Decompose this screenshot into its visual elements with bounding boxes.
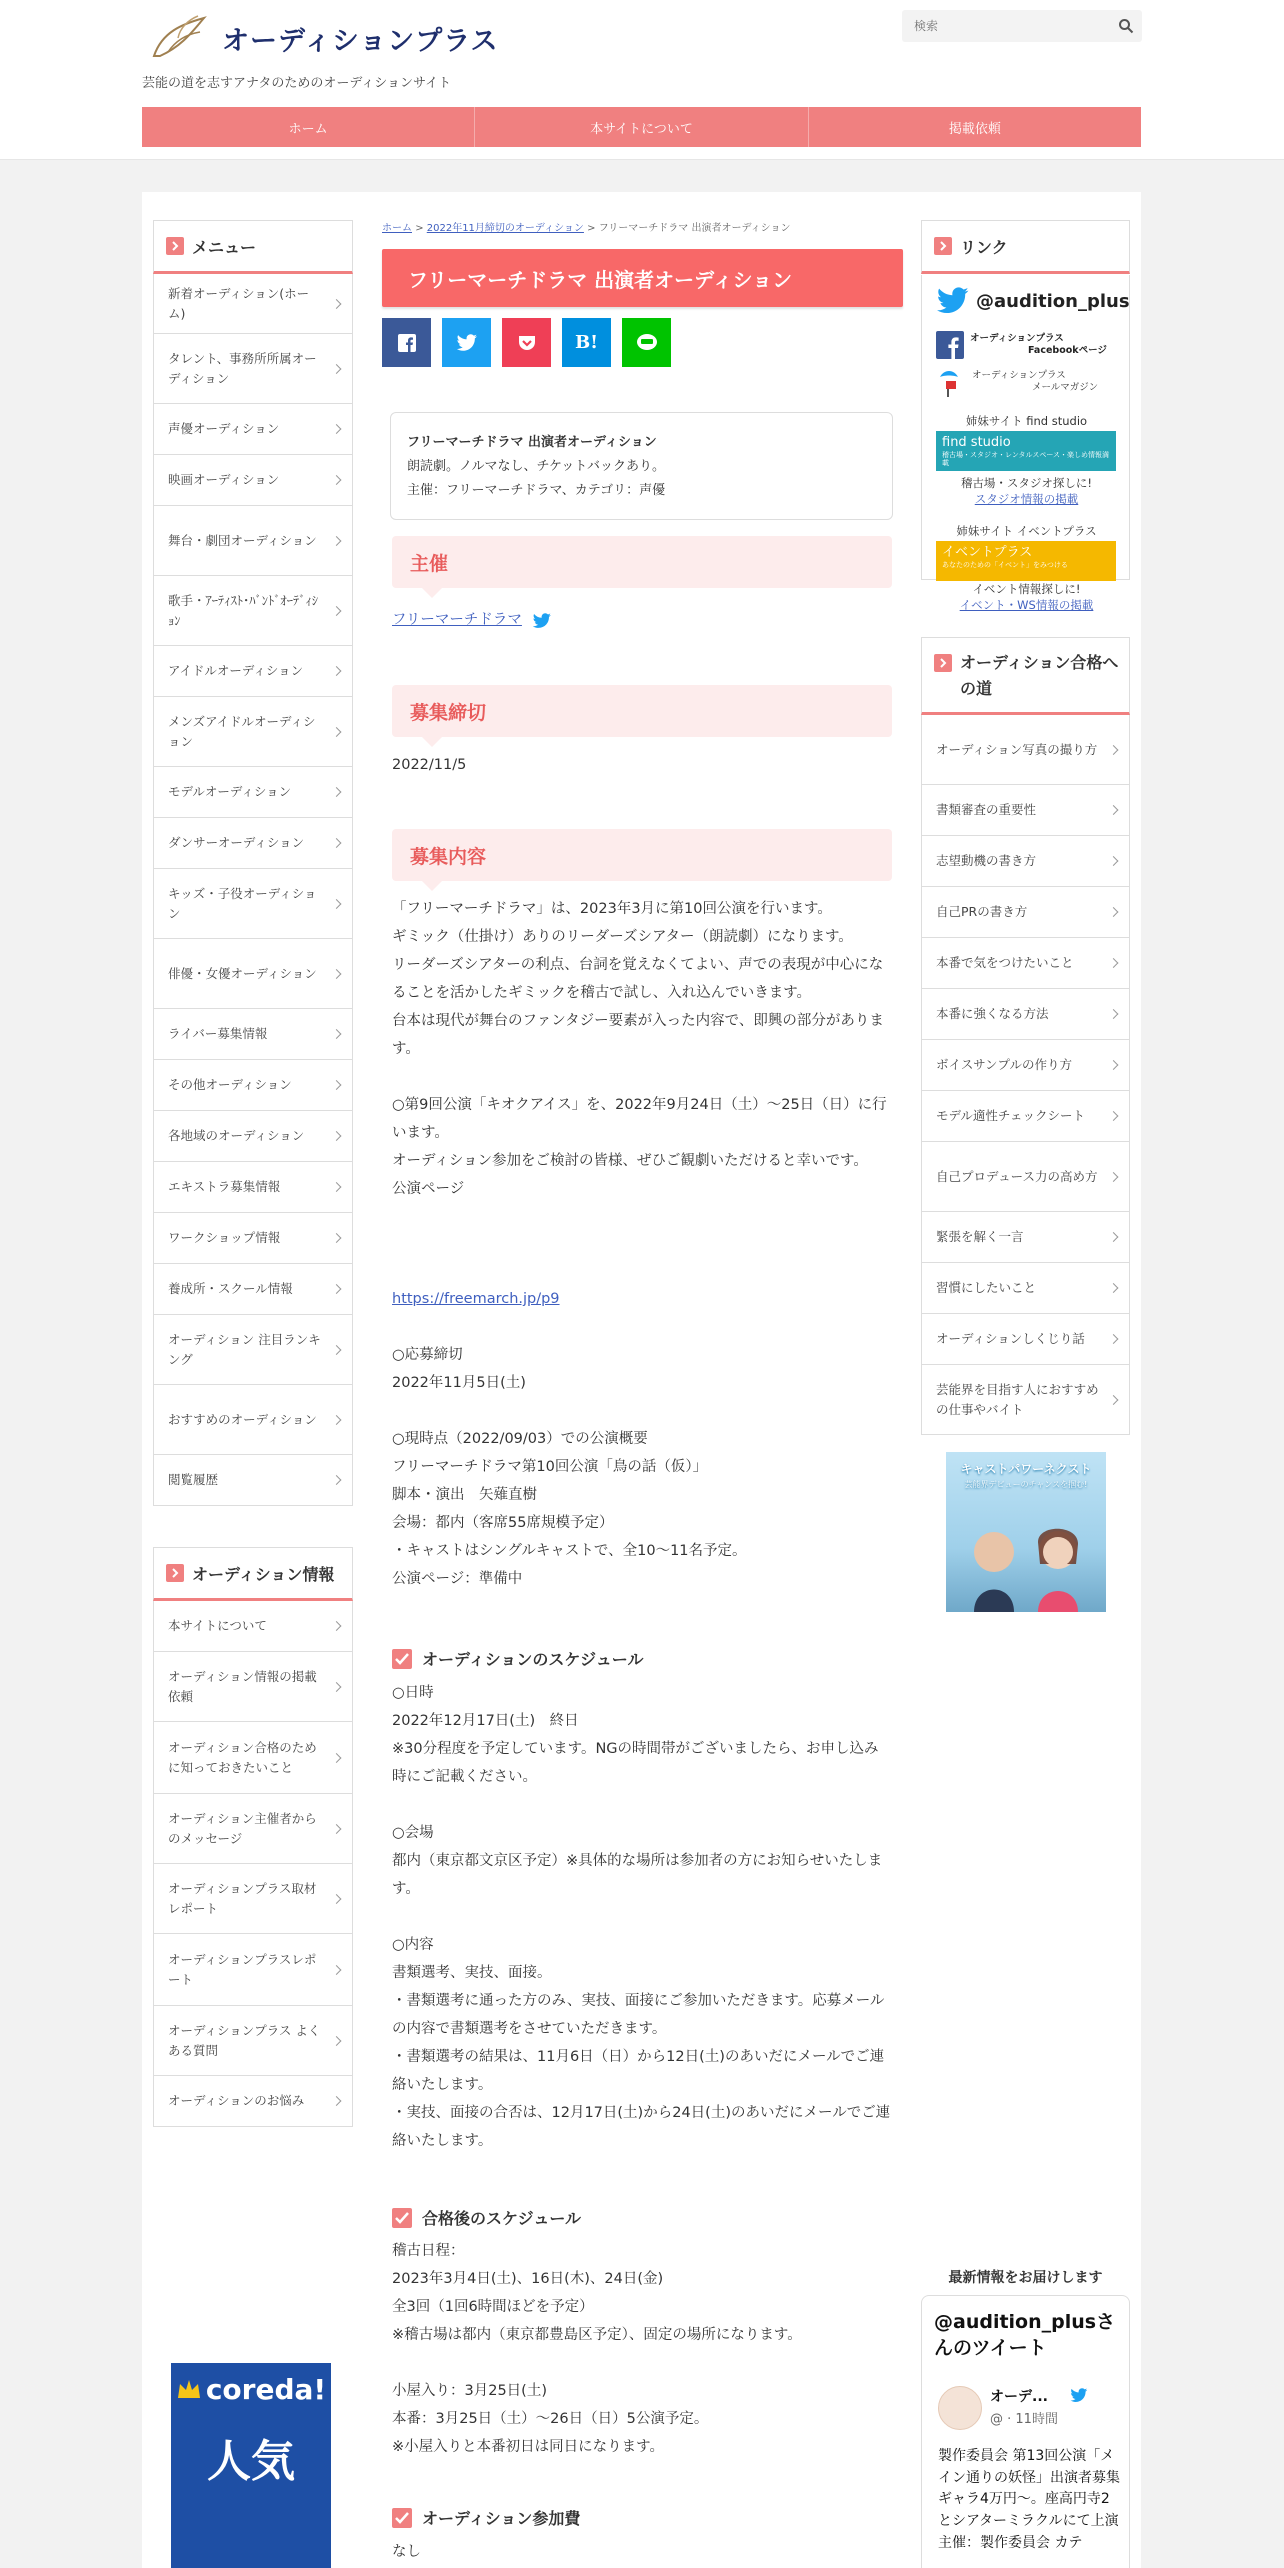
site-logo[interactable] (148, 8, 499, 68)
twitter-icon (1070, 2388, 1088, 2403)
crown-icon (176, 2378, 202, 2400)
menu-item[interactable] (154, 1060, 352, 1111)
tweet-user[interactable] (938, 2386, 1088, 2430)
menu-item[interactable] (154, 646, 352, 697)
chevron-right-icon (332, 787, 342, 797)
section-heading-organizer: 主催 (392, 536, 892, 588)
twitter-handle: @audition_plus (976, 290, 1130, 312)
chevron-right-icon (332, 727, 342, 737)
twitter-icon[interactable] (532, 613, 552, 629)
menu-list (153, 274, 353, 1506)
twitter-profile-link[interactable] (936, 287, 1130, 315)
chevron-right-icon (1109, 1283, 1119, 1293)
pass-guide-label: ボイスサンプルの作り方 (936, 1057, 1073, 1072)
breadcrumb-home[interactable]: ホーム (382, 223, 412, 234)
twitter-icon (456, 334, 478, 352)
pass-guide-item[interactable] (922, 1142, 1129, 1212)
chevron-right-icon (1109, 1009, 1119, 1019)
schedule-heading-text: オーディションのスケジュール (422, 1650, 644, 1669)
info-item[interactable] (154, 1794, 352, 1864)
widget-title (153, 1547, 353, 1601)
menu-item-label: 新着オーディション(ホーム) (168, 285, 310, 321)
nav-about[interactable]: 本サイトについて (475, 107, 808, 147)
nav-home[interactable]: ホーム (142, 107, 475, 147)
menu-item-label: ワークショップ情報 (168, 1230, 281, 1245)
menu-item[interactable] (154, 697, 352, 767)
facebook-share-button[interactable] (382, 318, 431, 367)
pass-guide-item[interactable] (922, 1040, 1129, 1091)
chevron-right-icon (1109, 907, 1119, 917)
menu-item-label: エキストラ募集情報 (168, 1179, 281, 1194)
castpower-ad-banner[interactable] (946, 1452, 1106, 1612)
pass-guide-label: 自己PRの書き方 (936, 904, 1028, 919)
pass-guide-label: 書類審査の重要性 (936, 802, 1037, 817)
studio-listing-link[interactable]: スタジオ情報の掲載 (974, 492, 1079, 506)
chevron-right-icon (1109, 1172, 1119, 1182)
page-title: フリーマーチドラマ 出演者オーディション (382, 249, 903, 307)
nav-listing-request[interactable]: 掲載依頼 (948, 121, 1001, 137)
eventplus-banner[interactable] (936, 541, 1116, 581)
chevron-right-icon (166, 237, 184, 255)
chevron-right-icon (332, 364, 342, 374)
menu-item-label: 養成所・スクール情報 (168, 1281, 293, 1296)
mail-magazine-link[interactable] (936, 367, 1098, 397)
ad-portrait-image (946, 1502, 1106, 1612)
menu-item-label: タレント、事務所所属オーディション (168, 350, 317, 386)
breadcrumb (382, 219, 790, 234)
chevron-right-icon (166, 1564, 184, 1582)
site-header (0, 0, 1284, 160)
sister-site-desc-1: 稽古場・スタジオ探しに! (960, 476, 1093, 490)
menu-item-label: モデルオーディション (168, 784, 292, 799)
info-item[interactable] (154, 1934, 352, 2006)
after-pass-heading (392, 2206, 581, 2229)
menu-widget (153, 220, 353, 1506)
chevron-right-icon (332, 475, 342, 485)
chevron-right-icon (332, 299, 342, 309)
coreda-headline: 人気 (207, 2436, 295, 2487)
search-box (902, 10, 1142, 42)
menu-item-label: ダンサーオーディション (168, 835, 305, 850)
after-pass-heading-text: 合格後のスケジュール (422, 2209, 582, 2228)
chevron-right-icon (1109, 805, 1119, 815)
menu-title: メニュー (192, 237, 257, 257)
chevron-right-icon (332, 1284, 342, 1294)
pass-guide-label: 自己プロデュース力の高め方 (936, 1168, 1098, 1184)
menu-item[interactable] (154, 1162, 352, 1213)
pass-guide-item[interactable] (922, 1263, 1129, 1314)
search-icon[interactable] (1118, 18, 1134, 34)
menu-item[interactable] (154, 576, 352, 646)
chevron-right-icon (332, 1621, 342, 1631)
pass-guide-item[interactable] (922, 785, 1129, 836)
search-input[interactable] (902, 10, 1102, 42)
menu-item-label: 俳優・女優オーディション (168, 965, 317, 981)
widget-title (921, 637, 1130, 715)
chevron-right-icon (332, 536, 342, 546)
line-share-button[interactable] (622, 318, 671, 367)
fee-text: なし (392, 2544, 421, 2560)
pass-guide-title: オーディション合格への道 (960, 653, 1119, 698)
chevron-right-icon (332, 606, 342, 616)
widget-title (153, 220, 353, 274)
menu-item-label: 映画オーディション (168, 472, 280, 487)
menu-item[interactable] (154, 1385, 352, 1455)
pass-guide-list (921, 715, 1130, 1435)
fee-heading (392, 2506, 580, 2529)
fee-heading-text: オーディション参加費 (422, 2509, 581, 2528)
info-item-label: オーディション合格のために知っておきたいこと (168, 1739, 317, 1775)
content-container (142, 192, 1141, 2568)
pass-guide-label: 緊張を解く一言 (936, 1229, 1024, 1244)
info-item-label: オーディションプラスレポート (168, 1951, 317, 1987)
twitter-share-button[interactable] (442, 318, 491, 367)
mail-label: オーディションプラス (972, 369, 1066, 381)
studio-link-row (922, 491, 1131, 507)
pass-guide-label: オーディション写真の撮り方 (936, 741, 1098, 757)
pass-guide-item[interactable] (922, 1091, 1129, 1142)
tweet-author-name: オーデ... (990, 2389, 1048, 2405)
logo-text: オーディションプラス (222, 25, 499, 57)
tweet-handle: @ · 11時間 (990, 2412, 1058, 2427)
pass-guide-label: 本番で気をつけたいこと (936, 955, 1074, 970)
chevron-right-icon (332, 1182, 342, 1192)
chevron-right-icon (332, 1894, 342, 1904)
menu-item[interactable] (154, 1213, 352, 1264)
menu-item-label: ライバー募集情報 (168, 1026, 268, 1041)
menu-item[interactable] (154, 1315, 352, 1385)
menu-item-label: 閲覧履歴 (168, 1472, 219, 1487)
share-buttons (382, 318, 671, 367)
info-title: オーディション情報 (192, 1564, 335, 1584)
chevron-right-icon (332, 838, 342, 848)
chevron-right-icon (1109, 856, 1119, 866)
chevron-right-icon (332, 424, 342, 434)
info-item-label: オーディション情報の掲載依頼 (168, 1668, 317, 1704)
findstudio-banner-sub: 稽古場・スタジオ・レンタルスペース・楽しめ情報満載 (942, 450, 1109, 467)
pass-guide-item[interactable] (922, 836, 1129, 887)
breadcrumb-separator: > (587, 223, 599, 234)
sister-site-desc-2: イベント情報探しに! (972, 582, 1081, 596)
chevron-right-icon (934, 654, 952, 672)
coreda-brand-text: coreda! (205, 2372, 327, 2406)
info-item[interactable] (154, 2076, 352, 2127)
pass-guide-label: 習慣にしたいこと (936, 1280, 1037, 1295)
findstudio-banner-title: find studio (942, 435, 1011, 450)
content-text-2: ○応募締切 2022年11月5日(土) ○現時点（2022/09/03）での公演概要 フリーマーチドラマ第10回公演「鳥の話（仮）」 脚本・演出 矢薙直樹 会場：都内（客席55席規模予定） ・キャストはシングルキャストで、全10～11名予定。 公演ページ：準備中 (392, 1347, 747, 1587)
site-tagline: 芸能の道を志すアナタのためのオーディションサイト (142, 76, 452, 91)
menu-item-label: 声優オーディション (168, 421, 280, 436)
checkmark-icon (392, 2508, 412, 2528)
chevron-right-icon (1109, 1334, 1119, 1344)
facebook-icon (397, 333, 417, 353)
schedule-text: ○日時 2022年12月17日(土) 終日 ※30分程度を予定しています。NGの時間帯がございましたら、お申し込み時にご記載ください。 ○会場 都内（東京都文京区予定）※具体的な場所は参加者の方にお知らせいたします。 ○内容 書類選考、実技、面接。 ・書類選考に通った方のみ、実技、面接にご参加いただきます。応募メールの内容で書類選考をさせていただきます。 ・書類選考の結果は、11月6日（日）から12日(土)のあいだにメールでご連絡いたします。 ・実技、面接の合否は、12月17日(土)から24日(土)のあいだにメールでご連絡いたします。 (392, 1685, 891, 2149)
pocket-icon (517, 334, 537, 352)
content-text-1: 「フリーマーチドラマ」は、2023年3月に第10回公演を行います。 ギミック（仕掛け）ありのリーダーズシアター（朗読劇）になります。 リーダーズシアターの利点、台詞を覚えなくてよい、声での表現が中心になることを活かしたギミックを稽古で試し、入れ込んでいきます。 台本は現代が舞台のファンタジー要素が入った内容で、即興の部分があります。 ○第9回公演「キオクアイス」を、2022年9月24日（土）～25日（日）に行います。 オーディション参加をご検討の皆様、ぜひご観劇いただけると幸いです。 公演ページ (392, 901, 887, 1197)
menu-item[interactable] (154, 818, 352, 869)
info-item-label: 本サイトについて (168, 1618, 267, 1633)
info-item[interactable] (154, 1864, 352, 1934)
pass-guide-label: 芸能界を目指す人におすすめの仕事やバイト (936, 1381, 1099, 1417)
facebook-icon (936, 331, 964, 359)
tweet-body: 製作委員会 第13回公演「メイン通りの妖怪」出演者募集 ギャラ4万円〜。座高円寺2とシアターミラクルにて上演 主催：製作委員会 カテ (938, 2448, 1120, 2551)
chevron-right-icon (1109, 958, 1119, 968)
ad-subtitle: 芸能界デビューのチャンスを掴む! (964, 1480, 1088, 1489)
breadcrumb-separator: > (415, 223, 427, 234)
sister-site-label-1: 姉妹サイト find studio (965, 414, 1088, 428)
menu-item[interactable] (154, 506, 352, 576)
event-link-row (922, 597, 1131, 613)
section-heading-deadline: 募集締切 (392, 685, 892, 737)
event-listing-link[interactable]: イベント・WS情報の掲載 (959, 598, 1094, 612)
eventplus-banner-sub: あなたのための「イベント」をみつける (942, 560, 1068, 569)
menu-item-label: オーディション 注目ランキング (168, 1331, 321, 1367)
menu-item[interactable] (154, 1455, 352, 1506)
chevron-right-icon (332, 666, 342, 676)
info-item[interactable] (154, 2006, 352, 2076)
info-list (153, 1601, 353, 2127)
menu-item[interactable] (154, 767, 352, 818)
chevron-right-icon (332, 1131, 342, 1141)
timeline-title[interactable]: @audition_plusさんのツイート (934, 2311, 1116, 2359)
deadline-value: 2022/11/5 (392, 757, 467, 773)
chevron-right-icon (332, 969, 342, 979)
menu-item[interactable] (154, 1264, 352, 1315)
chevron-right-icon (332, 1415, 342, 1425)
chevron-right-icon (1109, 745, 1119, 755)
menu-item[interactable] (154, 455, 352, 506)
chevron-right-icon (1109, 1395, 1119, 1405)
eventplus-banner-title: イベントプラス (942, 545, 1033, 560)
menu-item-label: アイドルオーディション (168, 663, 304, 678)
chevron-right-icon (332, 1475, 342, 1485)
menu-item[interactable] (154, 1111, 352, 1162)
menu-item[interactable] (154, 274, 352, 334)
breadcrumb-current: フリーマーチドラマ 出演者オーディション (598, 223, 791, 234)
checkmark-icon (392, 2208, 412, 2228)
chevron-right-icon (1109, 1111, 1119, 1121)
chevron-right-icon (332, 1965, 342, 1975)
line-icon (636, 333, 658, 353)
info-item[interactable] (154, 1722, 352, 1794)
pass-guide-widget (921, 637, 1130, 1435)
pass-guide-label: オーディションしくじり話 (936, 1331, 1085, 1346)
widget-title (921, 220, 1130, 274)
chevron-right-icon (332, 1233, 342, 1243)
info-item[interactable] (154, 1652, 352, 1722)
pass-guide-item[interactable] (922, 1314, 1129, 1365)
mail-label-sub: メールマガジン (1032, 382, 1099, 393)
content-link[interactable]: https://freemarch.jp/p9 (392, 1291, 560, 1307)
organizer-row (392, 607, 892, 635)
content-link-row (392, 1286, 892, 1314)
menu-item[interactable] (154, 1009, 352, 1060)
info-item-label: オーディションのお悩み (168, 2093, 305, 2108)
facebook-page-link[interactable] (936, 331, 1107, 359)
chevron-right-icon (332, 1682, 342, 1692)
menu-item-label: 歌手・ｱｰﾃｨｽﾄ･ﾊﾞﾝﾄﾞｵｰﾃﾞｨｼｮﾝ (168, 592, 319, 628)
coreda-brand (171, 2363, 331, 2415)
latest-info-label: 最新情報をお届けします (948, 2270, 1103, 2286)
mailbox-icon (936, 367, 962, 397)
section-heading-content: 募集内容 (392, 829, 892, 881)
chevron-right-icon (1109, 1060, 1119, 1070)
organizer-link[interactable]: フリーマーチドラマ (392, 612, 522, 628)
pass-guide-label: 本番に強くなる方法 (936, 1006, 1049, 1021)
summary-line-2: 主催：フリーマーチドラマ、カテゴリ：声優 (407, 483, 666, 499)
pocket-share-button[interactable] (502, 318, 551, 367)
pass-guide-label: モデル適性チェックシート (936, 1108, 1086, 1123)
twitter-timeline-widget (921, 2295, 1130, 2568)
after-pass-text: 稽古日程： 2023年3月4日(土)、16日(木)、24日(金) 全3回（1回6時間ほどを予定） ※稽古場は都内（東京都豊島区予定）、固定の場所になります。 小屋入り：3月25日(土) 本番：3月25日（土）～26日（日）5公演予定。 ※小屋入りと本番初日は同日になります。 (392, 2243, 802, 2455)
chevron-right-icon (332, 1345, 342, 1355)
twitter-icon (936, 287, 970, 315)
schedule-heading (392, 1647, 643, 1670)
coreda-ad-banner[interactable] (171, 2363, 331, 2568)
audition-info-widget (153, 1547, 353, 2127)
pass-guide-item[interactable] (922, 989, 1129, 1040)
ad-title: キャストパワーネクスト (960, 1462, 1092, 1476)
menu-item-label: 舞台・劇団オーディション (168, 532, 317, 548)
chevron-right-icon (332, 1824, 342, 1834)
info-item-label: オーディション主催者からのメッセージ (168, 1810, 317, 1846)
menu-item-label: メンズアイドルオーディション (168, 713, 316, 749)
menu-item-label: おすすめのオーディション (168, 1411, 317, 1427)
links-widget (921, 220, 1130, 274)
chevron-right-icon (332, 1753, 342, 1763)
menu-item-label: その他オーディション (168, 1077, 292, 1092)
pass-guide-item[interactable] (922, 1365, 1129, 1435)
pass-guide-item[interactable] (922, 938, 1129, 989)
chevron-right-icon (332, 1080, 342, 1090)
summary-box (390, 412, 893, 520)
links-body (921, 275, 1130, 612)
pass-guide-item[interactable] (922, 715, 1129, 785)
checkmark-icon (392, 1649, 412, 1669)
menu-item[interactable] (154, 869, 352, 939)
fb-label: オーディションプラス (970, 332, 1064, 344)
info-item-label: オーディションプラス取材レポート (168, 1880, 317, 1916)
chevron-right-icon (332, 2096, 342, 2106)
avatar (938, 2386, 982, 2430)
summary-line-1: 朗読劇。ノルマなし、チケットバックあり。 (407, 459, 666, 475)
logo-leaf-icon (148, 12, 214, 64)
sister-site-label-2: 姉妹サイト イベントプラス (956, 524, 1097, 538)
links-title: リンク (960, 237, 1008, 257)
global-nav (142, 107, 1141, 147)
info-item-label: オーディションプラス よくある質問 (168, 2022, 321, 2058)
menu-item-label: 各地域のオーディション (168, 1128, 305, 1143)
menu-item[interactable] (154, 334, 352, 404)
chevron-right-icon (332, 2036, 342, 2046)
hatena-bookmark-button[interactable]: B! (562, 318, 611, 367)
fb-label-sub: Facebookページ (1028, 345, 1107, 356)
chevron-right-icon (934, 237, 952, 255)
pass-guide-item[interactable] (922, 887, 1129, 938)
pass-guide-item[interactable] (922, 1212, 1129, 1263)
chevron-right-icon (1109, 1232, 1119, 1242)
summary-title: フリーマーチドラマ 出演者オーディション (407, 435, 657, 450)
chevron-right-icon (332, 1029, 342, 1039)
menu-item[interactable] (154, 939, 352, 1009)
pass-guide-label: 志望動機の書き方 (936, 853, 1037, 868)
breadcrumb-category[interactable]: 2022年11月締切のオーディション (426, 223, 584, 234)
chevron-right-icon (332, 899, 342, 909)
menu-item[interactable] (154, 404, 352, 455)
info-item[interactable] (154, 1601, 352, 1652)
findstudio-banner[interactable] (936, 431, 1116, 471)
menu-item-label: キッズ・子役オーディション (168, 885, 317, 921)
